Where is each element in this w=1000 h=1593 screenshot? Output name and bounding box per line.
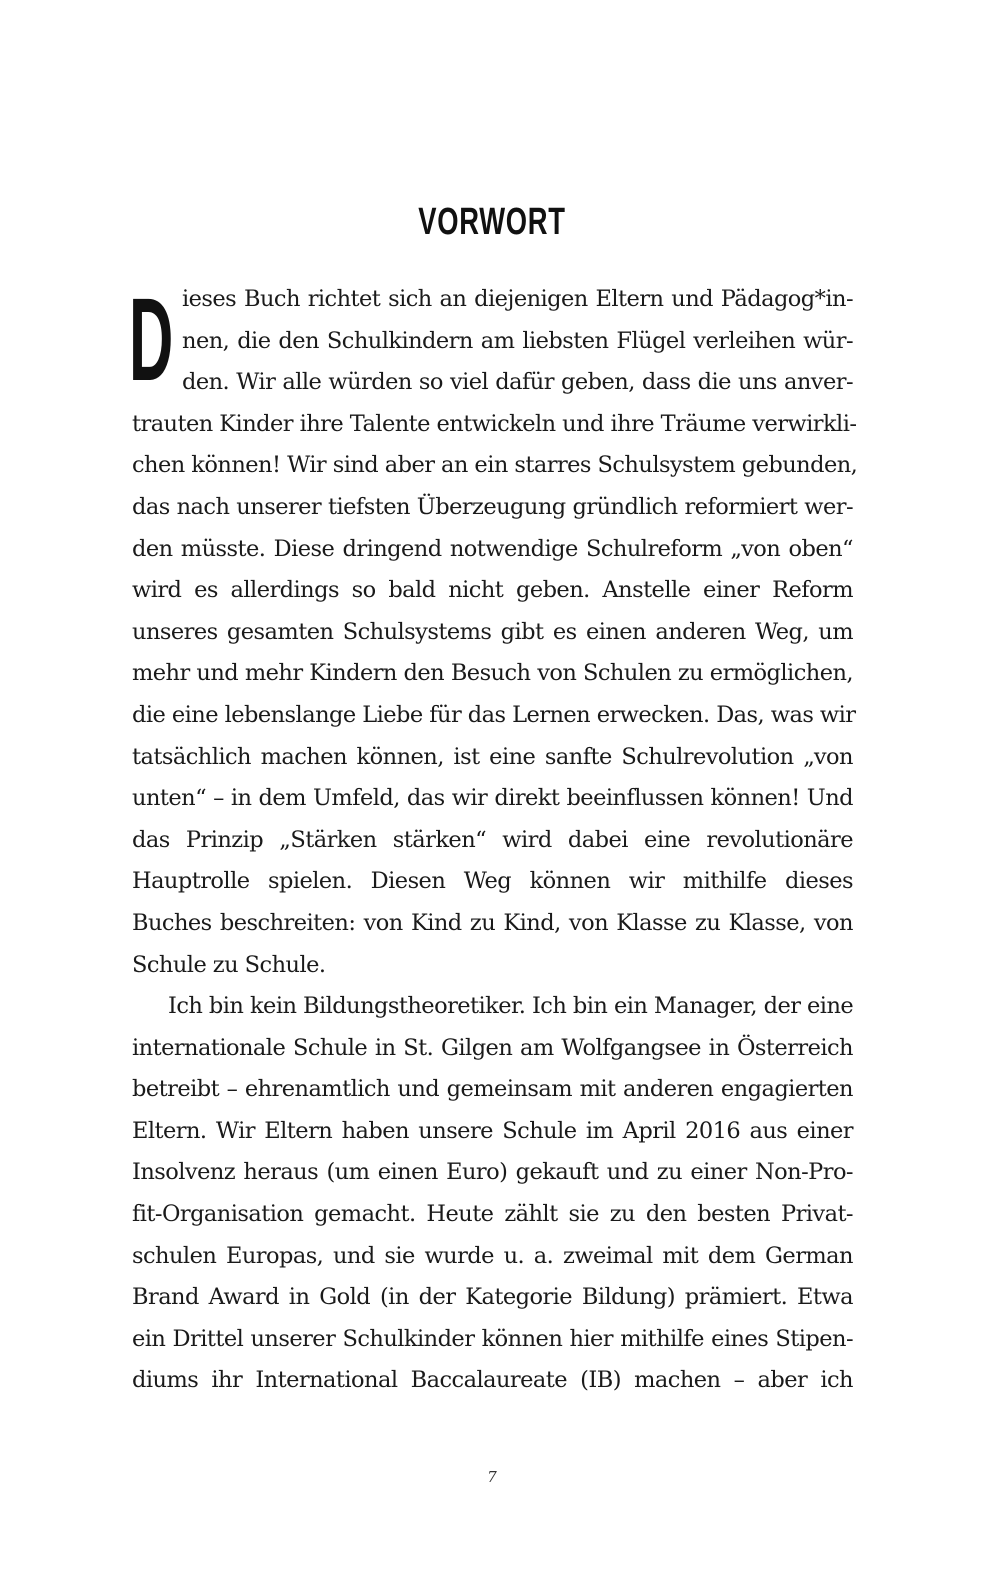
text-line: trauten Kinder ihre Talente entwickeln und ihre Träume verwirkli- <box>132 410 857 437</box>
text-line: schulen Europas, und sie wurde u. a. zweimal mit dem German <box>132 1242 853 1269</box>
text-line: mehr und mehr Kindern den Besuch von Schulen zu ermöglichen, <box>132 660 853 687</box>
text-line: den müsste. Diese dringend notwendige Schulreform „von oben“ <box>132 535 853 562</box>
text-line: Insolvenz heraus (um einen Euro) gekauft und zu einer Non-Pro- <box>132 1159 853 1186</box>
text-line: chen können! Wir sind aber an ein starres Schulsystem gebunden, <box>132 452 858 479</box>
text-line: das nach unserer tiefsten Überzeugung gründlich reformiert wer- <box>132 493 853 520</box>
text-line: unten“ – in dem Umfeld, das wir direkt beeinflussen können! Und <box>132 785 853 812</box>
text-line: Schule zu Schule. <box>132 951 326 978</box>
text-line: nen, die den Schulkindern am liebsten Flügel verleihen wür- <box>182 327 853 354</box>
text-line: ieses Buch richtet sich an diejenigen Eltern und Pädagog*in- <box>182 286 853 312</box>
text-line: das Prinzip „Stärken stärken“ wird dabei eine revolutionäre <box>132 826 853 853</box>
text-line: ein Drittel unserer Schulkinder können hier mithilfe eines Stipen- <box>132 1325 853 1352</box>
text-line: den. Wir alle würden so viel dafür geben, dass die uns anver- <box>182 369 853 396</box>
text-line: diums ihr International Baccalaureate (IB) machen – aber ich <box>132 1367 853 1394</box>
text-line: fit-Organisation gemacht. Heute zählt sie zu den besten Privat- <box>132 1201 853 1228</box>
text-line: tatsächlich machen können, ist eine sanfte Schulrevolution „von <box>132 743 853 770</box>
text-line: Hauptrolle spielen. Diesen Weg können wir mithilfe dieses <box>132 868 853 895</box>
drop-cap: D <box>129 274 174 406</box>
text-line: Ich bin kein Bildungstheoretiker. Ich bin ein Manager, der eine <box>168 993 854 1020</box>
text-line: Buches beschreiten: von Kind zu Kind, von Klasse zu Klasse, von <box>132 909 853 936</box>
text-line: wird es allerdings so bald nicht geben. Anstelle einer Reform <box>132 577 853 604</box>
text-line: Eltern. Wir Eltern haben unsere Schule im April 2016 aus einer <box>132 1117 853 1144</box>
page-number: 7 <box>487 1468 497 1486</box>
text-line: unseres gesamten Schulsystems gibt es einen anderen Weg, um <box>132 618 853 645</box>
text-line: betreibt – ehrenamtlich und gemeinsam mit anderen engagierten <box>132 1076 853 1103</box>
text-line: internationale Schule in St. Gilgen am Wolfgangsee in Österreich <box>132 1034 853 1061</box>
text-line: Brand Award in Gold (in der Kategorie Bildung) prämiert. Etwa <box>132 1284 853 1311</box>
body-text <box>132 279 858 1402</box>
chapter-title: VORWORT <box>418 201 566 243</box>
text-line: die eine lebenslange Liebe für das Lernen erwecken. Das, was wir <box>132 701 856 728</box>
